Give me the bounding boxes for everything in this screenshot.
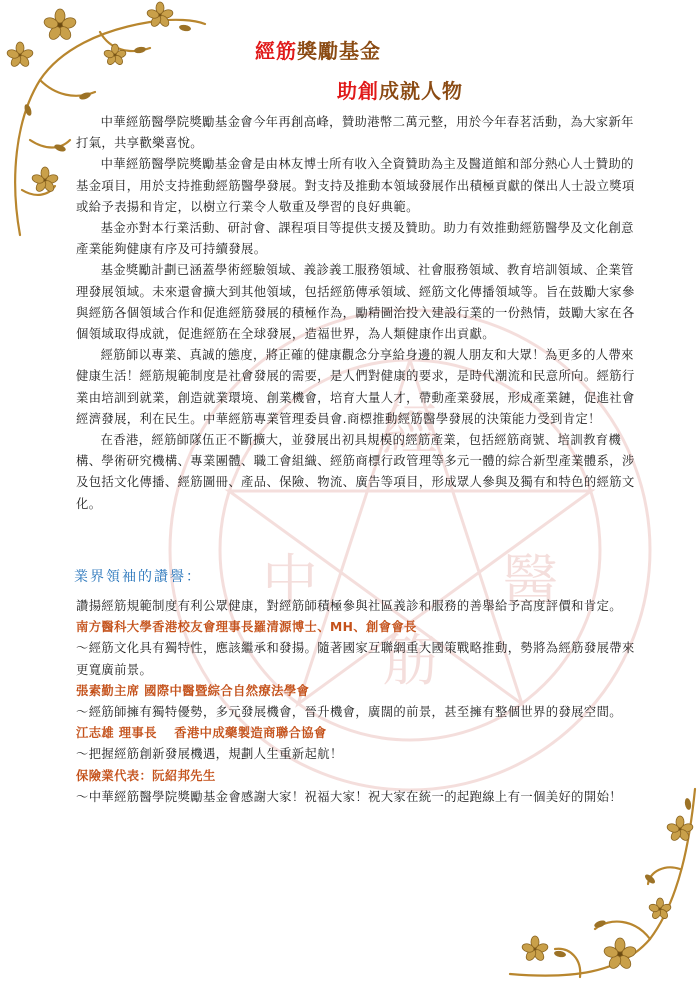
title-line-1 (255, 35, 381, 64)
intro-paragraph: 中華經筋醫學院獎勵基金會是由林友博士所有收入全資贊助為主及醫道館和部分熱心人士贊助的基金項目，用於支持推動經筋醫學發展。對支持及推動本領域發展作出積極貢獻的傑出人士設立獎項或給予表揚和肯定，以樹立行業令人敬重及學習的良好典範。 (76, 157, 635, 214)
intro-paragraph: 中華經筋醫學院獎勵基金會今年再創高峰，贊助港幣二萬元整，用於今年春茗活動，為大家新年打氣，共享歡樂喜悅。 (76, 115, 634, 151)
endorsement-lead: 讚揚經筋規範制度有利公眾健康，對經筋師積極參與社區義診和服務的善舉給予高度評價和肯定。 (76, 599, 622, 613)
speaker-name: 張素勤主席 國際中醫暨綜合自然療法學會 (76, 683, 310, 698)
speaker-name: 保險業代表：阮紹邦先生 (76, 768, 216, 783)
speaker-quote: ～經筋文化具有獨特性，應該繼承和發揚。隨著國家互聯網重大國策戰略推動，勢將為經筋發展帶來更寬廣前景。 (76, 641, 635, 677)
endorsements (76, 596, 642, 808)
svg-text:中: 中 (262, 549, 318, 614)
title-line-2-highlight: 助創 (337, 79, 379, 103)
speaker-name: 江志雄 理事長 香港中成藥製造商聯合協會 (76, 726, 327, 741)
intro-paragraph: 在香港，經筋師隊伍正不斷擴大，並發展出初具規模的經筋產業，包括經筋商號、培訓教育機構、學術研究機構、專業團體、職工會組織、經筋商標行政管理等多元一體的綜合新型產業體系，涉及包括文化傳播、經筋圖冊、產品、保險、物流、廣告等項目，形成眾人參與及獨有和特色的經筋文化。 (76, 433, 635, 511)
speaker-quote: ～經筋師擁有獨特優勢，多元發展機會，晉升機會，廣闊的前景，甚至擁有整個世界的發展空間。 (76, 705, 622, 720)
title-line-2 (337, 75, 463, 104)
svg-text:醫: 醫 (502, 549, 558, 614)
title-line-1-highlight: 經筋 (255, 39, 297, 63)
svg-text:經: 經 (382, 399, 438, 464)
intro-paragraph: 基金亦對本行業活動、研討會、課程項目等提供支援及贊助。助力有效推動經筋醫學及文化創意產業能夠健康有序及可持續發展。 (76, 221, 634, 257)
speaker-quote: ～中華經筋醫學院獎勵基金會感謝大家！祝福大家！祝大家在統一的起跑線上有一個美好的開始！ (76, 789, 622, 804)
section-heading: 業界領袖的讚譽： (74, 569, 202, 585)
intro-paragraph: 基金獎勵計劃已涵蓋學術經驗領域、義診義工服務領域、社會服務領域、教育培訓領域、企業管理發展領域。未來還會擴大到其他領域，包括經筋傳承領域、經筋文化傳播領域等。旨在鼓勵大家參與經筋各個領域合作和促進經筋發展的積極作為，勵精圖治投入建設行業的一份熱情，鼓勵大家在各個領域取得成就，促進經筋在全球發展，造福世界，為人類健康作出貢獻。 (76, 263, 635, 342)
title-line-2-rest: 成就人物 (379, 79, 463, 103)
speaker-name: 南方醫科大學香港校友會理事長羅清源博士、MH、創會會長 (76, 620, 417, 635)
intro-paragraph: 經筋師以專業、真誠的態度，將正確的健康觀念分享給身邊的親人朋友和大眾！為更多的人帶來健康生活！經筋規範制度是社會發展的需要，是人們對健康的要求，是時代潮流和民意所向。經筋行業由培訓到就業，創造就業環境、創業機會，培育大量人才，帶動產業發展，形成產業鏈，促進社會經濟發展，利在民生。中華經筋專業管理委員會.商標推動經筋醫學發展的決策能力受到肯定！ (76, 348, 635, 426)
svg-text:筋: 筋 (382, 629, 438, 694)
speaker-quote: ～把握經筋創新發展機遇，規劃人生重新起航！ (76, 747, 343, 762)
floral-corner-bottom-right-icon (500, 779, 700, 989)
intro-body (76, 112, 642, 515)
title-line-1-rest: 獎勵基金 (297, 39, 381, 63)
